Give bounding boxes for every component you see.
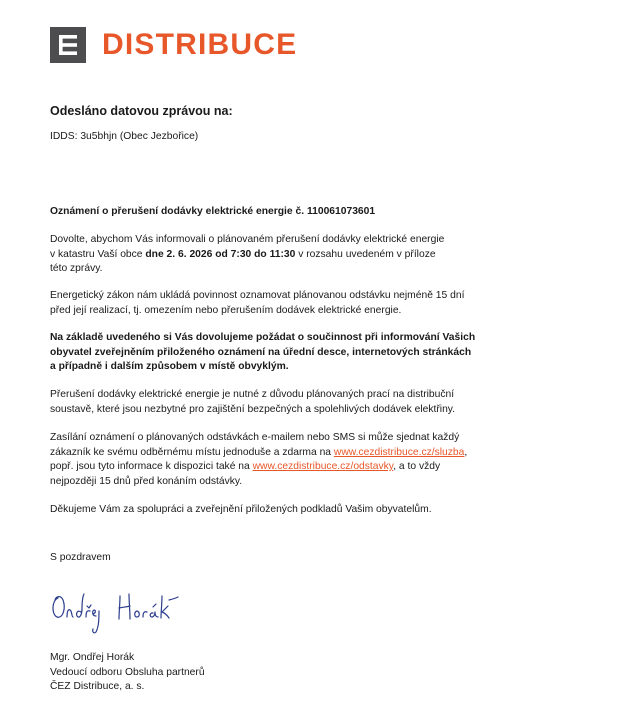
request-line-3: a případně i dalším způsobem v místě obvyklým. <box>50 361 289 373</box>
handwritten-signature <box>48 584 188 636</box>
logo-wordmark: DISTRIBUCE <box>102 28 298 61</box>
signer-role: Vedoucí odboru Obsluha partnerů <box>50 666 205 678</box>
signer-name: Mgr. Ondřej Horák <box>50 652 135 663</box>
cez-distribuce-logo <box>50 26 297 64</box>
notify-line-4: nejpozději 15 dnů před konáním odstávky. <box>50 475 243 487</box>
signer-block <box>50 651 570 695</box>
outage-date: dne 2. 6. 2026 od 7:30 do 11:30 <box>145 248 296 260</box>
link-odstavky[interactable]: www.cezdistribuce.cz/odstavky <box>252 461 394 473</box>
closing-greeting: S pozdravem <box>50 552 111 563</box>
intro-line-1: Dovolte, abychom Vás informovali o plánovaném přerušení dodávky elektrické energie <box>50 234 445 245</box>
paragraph-request <box>50 331 570 375</box>
intro-line-3: této zprávy. <box>50 263 103 275</box>
paragraph-notifications <box>50 431 570 489</box>
paragraph-intro <box>50 233 570 277</box>
paragraph-thanks: Děkujeme Vám za spolupráci a zveřejnění přiložených podkladů Vašim obyvatelům. <box>50 504 432 515</box>
notify-text-a: zákazník ke svému odběrnému místu jednoduše a zdarma na <box>50 446 334 458</box>
recipient-idds: IDDS: 3u5bhjn (Obec Jezbořice) <box>50 131 199 142</box>
sent-via-heading: Odesláno datovou zprávou na: <box>50 104 233 118</box>
paragraph-reason <box>50 388 570 417</box>
reason-line-1: Přerušení dodávky elektrické energie je nutné z důvodu plánovaných prací na distribuční <box>50 389 455 400</box>
notify-line-3 <box>50 460 570 475</box>
notify-text-b: , <box>464 446 468 458</box>
notify-line-2 <box>50 446 570 461</box>
law-line-2: před její realizací, tj. omezením nebo přerušením dodávek elektrické energie. <box>50 304 402 316</box>
signer-company: ČEZ Distribuce, a. s. <box>50 681 145 693</box>
reason-line-2: soustavě, které jsou nezbytné pro zajištění bezpečných a spolehlivých dodávek elektřiny. <box>50 403 456 415</box>
subject-line: Oznámení o přerušení dodávky elektrické energie č. 110061073601 <box>50 206 376 217</box>
notify-text-d: , a to vždy <box>393 461 441 473</box>
request-line-2: obyvatel zveřejněním přiloženého oznámení na úřední desce, internetových stránkách <box>50 346 472 358</box>
intro-text-b: v rozsahu uvedeném v příloze <box>295 248 436 260</box>
notify-text-c: popř. jsou tyto informace k dispozici také na <box>50 461 253 473</box>
link-sluzba[interactable]: www.cezdistribuce.cz/sluzba <box>333 446 465 458</box>
law-line-1: Energetický zákon nám ukládá povinnost oznamovat plánovanou odstávku nejméně 15 dní <box>50 290 465 301</box>
cez-logo-mark-icon <box>50 27 86 63</box>
intro-text-a: v katastru Vaší obce <box>50 248 146 260</box>
intro-line-2 <box>50 248 570 263</box>
request-line-1: Na základě uvedeného si Vás dovolujeme požádat o součinnost při informování Vašich <box>50 332 476 343</box>
notify-line-1: Zasílání oznámení o plánovaných odstávkách e-mailem nebo SMS si může sjednat každý <box>50 432 460 443</box>
paragraph-law <box>50 289 570 318</box>
